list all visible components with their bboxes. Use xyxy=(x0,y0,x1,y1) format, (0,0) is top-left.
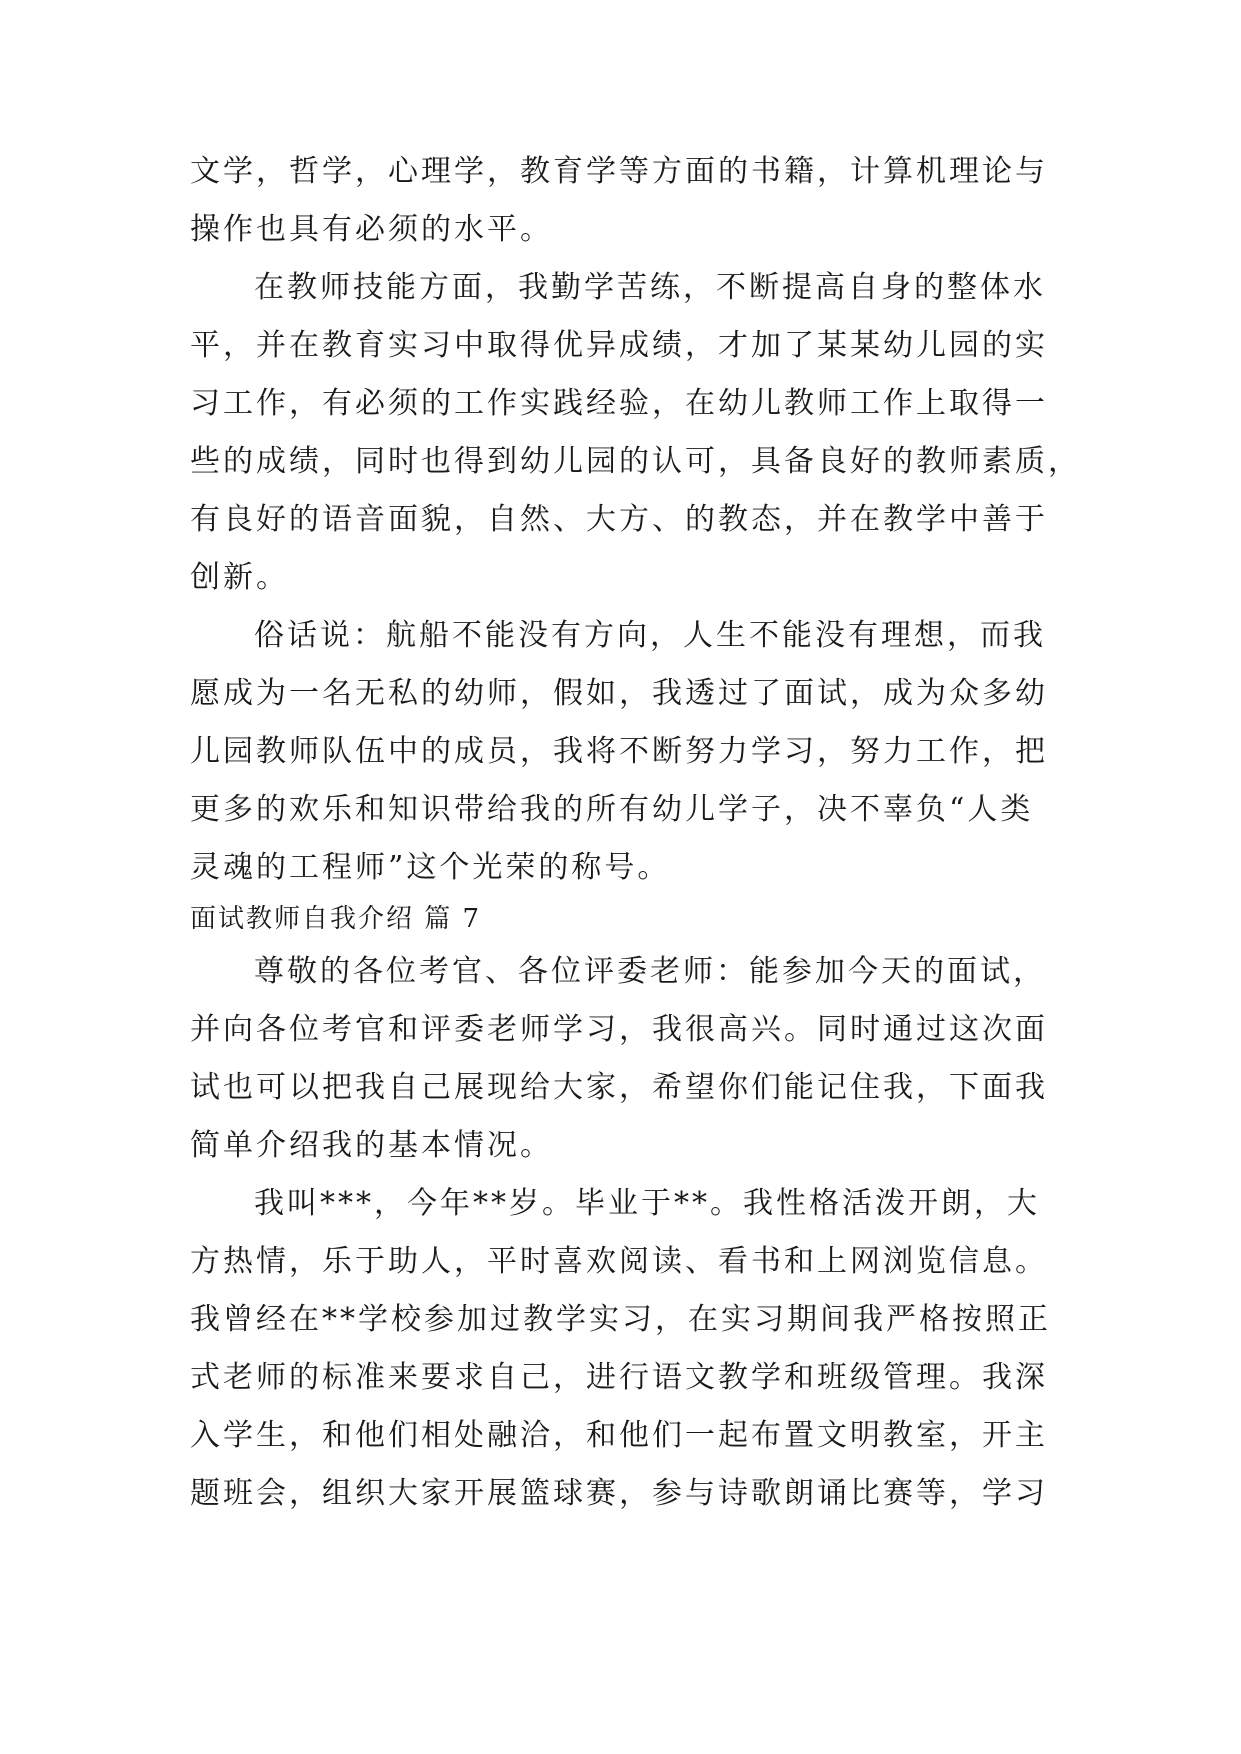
paragraph-line: 我叫***，今年**岁。毕业于**。我性格活泼开朗，大 xyxy=(254,1186,1040,1221)
paragraph-line: 有良好的语音面貌，自然、大方、的教态，并在教学中善于 xyxy=(190,502,1048,537)
paragraph-line: 文学，哲学，心理学，教育学等方面的书籍，计算机理论与 xyxy=(190,154,1048,189)
paragraph-line: 创新。 xyxy=(190,560,289,595)
paragraph-line: 习工作，有必须的工作实践经验，在幼儿教师工作上取得一 xyxy=(190,386,1048,421)
paragraph-line: 尊敬的各位考官、各位评委老师：能参加今天的面试， xyxy=(254,954,1046,989)
paragraph-line: 入学生，和他们相处融洽，和他们一起布置文明教室，开主 xyxy=(190,1418,1048,1453)
paragraph-line: 俗话说：航船不能没有方向，人生不能没有理想，而我 xyxy=(254,618,1046,653)
section-heading: 面试教师自我介绍 篇 7 xyxy=(190,904,482,934)
paragraph-line: 更多的欢乐和知识带给我的所有幼儿学子，决不辜负“人类 xyxy=(190,792,1034,827)
paragraph-line: 我曾经在**学校参加过教学实习，在实习期间我严格按照正 xyxy=(190,1302,1051,1337)
paragraph-line: 操作也具有必须的水平。 xyxy=(190,212,553,247)
paragraph-ambition xyxy=(190,607,1050,897)
paragraph-self-intro xyxy=(190,1175,1050,1523)
paragraph-line: 愿成为一名无私的幼师，假如，我透过了面试，成为众多幼 xyxy=(190,676,1048,711)
paragraph-reading-skills xyxy=(190,143,1050,259)
paragraph-line: 试也可以把我自己展现给大家，希望你们能记住我，下面我 xyxy=(190,1070,1048,1105)
paragraph-greeting xyxy=(190,943,1050,1175)
paragraph-line: 儿园教师队伍中的成员，我将不断努力学习，努力工作，把 xyxy=(190,734,1048,769)
paragraph-line: 式老师的标准来要求自己，进行语文教学和班级管理。我深 xyxy=(190,1360,1048,1395)
paragraph-line: 平，并在教育实习中取得优异成绩，才加了某某幼儿园的实 xyxy=(190,328,1048,363)
paragraph-line: 方热情，乐于助人，平时喜欢阅读、看书和上网浏览信息。 xyxy=(190,1244,1048,1279)
paragraph-line: 在教师技能方面，我勤学苦练，不断提高自身的整体水 xyxy=(254,270,1046,305)
paragraph-line: 简单介绍我的基本情况。 xyxy=(190,1128,553,1163)
paragraph-line: 并向各位考官和评委老师学习，我很高兴。同时通过这次面 xyxy=(190,1012,1048,1047)
document-body xyxy=(190,143,1081,1523)
paragraph-line: 题班会，组织大家开展篮球赛，参与诗歌朗诵比赛等，学习 xyxy=(190,1476,1048,1511)
paragraph-line: 灵魂的工程师”这个光荣的称号。 xyxy=(190,850,671,885)
paragraph-teaching-skills xyxy=(190,259,1081,607)
paragraph-line: 些的成绩，同时也得到幼儿园的认可，具备良好的教师素质， xyxy=(190,444,1081,479)
